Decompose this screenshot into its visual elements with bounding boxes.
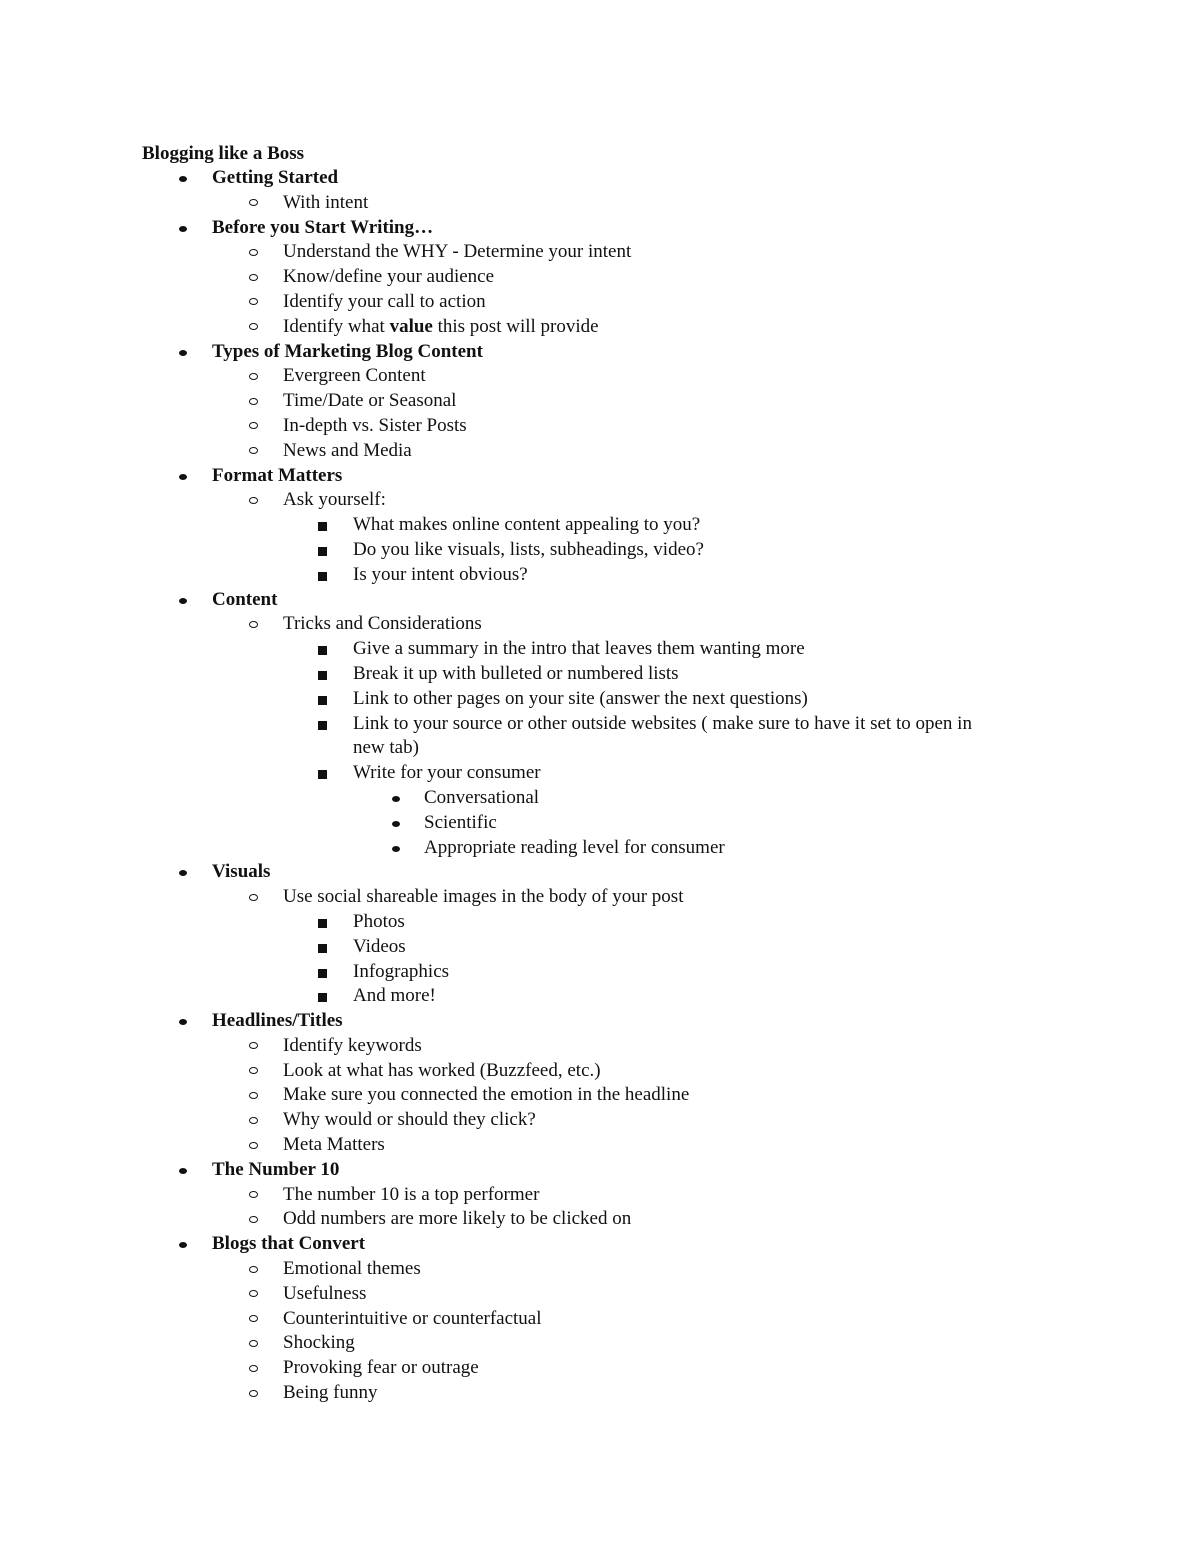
bullet-icon [179,598,187,604]
list-item: Time/Date or Seasonal [0,389,1200,414]
list-item: Link to your source or other outside websites ( make sure to have it set to open in [0,712,1200,737]
list-item: Make sure you connected the emotion in the headline [0,1083,1200,1108]
list-item: Provoking fear or outrage [0,1356,1200,1381]
heading-format-matters: Format Matters [0,464,1200,489]
heading-blogs-that-convert: Blogs that Convert [0,1232,1200,1257]
heading-content: Content [0,588,1200,613]
list-item: Videos [0,935,1200,960]
circle-bullet-icon [249,373,258,380]
bullet-icon [179,226,187,232]
bullet-icon [179,474,187,480]
bullet-icon [392,846,400,852]
list-item: Tricks and Considerations [0,612,1200,637]
square-bullet-icon [318,646,327,655]
list-item: With intent [0,191,1200,216]
list-item: Shocking [0,1331,1200,1356]
list-item: News and Media [0,439,1200,464]
list-item: Break it up with bulleted or numbered lists [0,662,1200,687]
circle-bullet-icon [249,274,258,281]
list-item: Evergreen Content [0,364,1200,389]
circle-bullet-icon [249,1117,258,1124]
list-item: What makes online content appealing to you? [0,513,1200,538]
square-bullet-icon [318,721,327,730]
circle-bullet-icon [249,497,258,504]
list-item: Emotional themes [0,1257,1200,1282]
list-item: Being funny [0,1381,1200,1406]
square-bullet-icon [318,993,327,1002]
circle-bullet-icon [249,1092,258,1099]
heading-number-10: The Number 10 [0,1158,1200,1183]
bullet-icon [392,821,400,827]
circle-bullet-icon [249,1340,258,1347]
list-item: Is your intent obvious? [0,563,1200,588]
list-item: In-depth vs. Sister Posts [0,414,1200,439]
circle-bullet-icon [249,1266,258,1273]
circle-bullet-icon [249,894,258,901]
circle-bullet-icon [249,1390,258,1397]
list-item: Look at what has worked (Buzzfeed, etc.) [0,1059,1200,1084]
list-item: The number 10 is a top performer [0,1183,1200,1208]
list-item-continuation: new tab) [353,737,419,759]
list-item: Identify what value this post will provide [0,315,1200,340]
bullet-icon [392,796,400,802]
heading-getting-started: Getting Started [0,166,1200,191]
list-item: Identify keywords [0,1034,1200,1059]
list-item: Link to other pages on your site (answer the next questions) [0,687,1200,712]
bullet-icon [179,176,187,182]
list-item: Give a summary in the intro that leaves them wanting more [0,637,1200,662]
square-bullet-icon [318,522,327,531]
list-item: Odd numbers are more likely to be clicked on [0,1207,1200,1232]
bullet-icon [179,350,187,356]
list-item: And more! [0,984,1200,1009]
list-item: Infographics [0,960,1200,985]
square-bullet-icon [318,919,327,928]
square-bullet-icon [318,572,327,581]
list-item: Appropriate reading level for consumer [0,836,1200,861]
heading-visuals: Visuals [0,860,1200,885]
outline-list [0,166,1200,1406]
list-item: Usefulness [0,1282,1200,1307]
heading-types-of-content: Types of Marketing Blog Content [0,340,1200,365]
square-bullet-icon [318,944,327,953]
list-item: Ask yourself: [0,488,1200,513]
bullet-icon [179,1168,187,1174]
list-item: Photos [0,910,1200,935]
circle-bullet-icon [249,1216,258,1223]
circle-bullet-icon [249,398,258,405]
square-bullet-icon [318,770,327,779]
list-item: Do you like visuals, lists, subheadings, video? [0,538,1200,563]
emphasis-value: value [389,315,433,337]
heading-before-you-start: Before you Start Writing… [0,216,1200,241]
list-item: Write for your consumer [0,761,1200,786]
square-bullet-icon [318,671,327,680]
list-item: Scientific [0,811,1200,836]
list-item: Meta Matters [0,1133,1200,1158]
list-item: Counterintuitive or counterfactual [0,1307,1200,1332]
circle-bullet-icon [249,249,258,256]
list-item: Know/define your audience [0,265,1200,290]
list-item: Use social shareable images in the body of your post [0,885,1200,910]
square-bullet-icon [318,696,327,705]
list-item: Conversational [0,786,1200,811]
circle-bullet-icon [249,1365,258,1372]
document-title: Blogging like a Boss [142,143,305,164]
list-item: Identify your call to action [0,290,1200,315]
square-bullet-icon [318,547,327,556]
list-item: Understand the WHY - Determine your intent [0,240,1200,265]
list-item: Why would or should they click? [0,1108,1200,1133]
circle-bullet-icon [249,1142,258,1149]
circle-bullet-icon [249,621,258,628]
square-bullet-icon [318,969,327,978]
heading-headlines-titles: Headlines/Titles [0,1009,1200,1034]
